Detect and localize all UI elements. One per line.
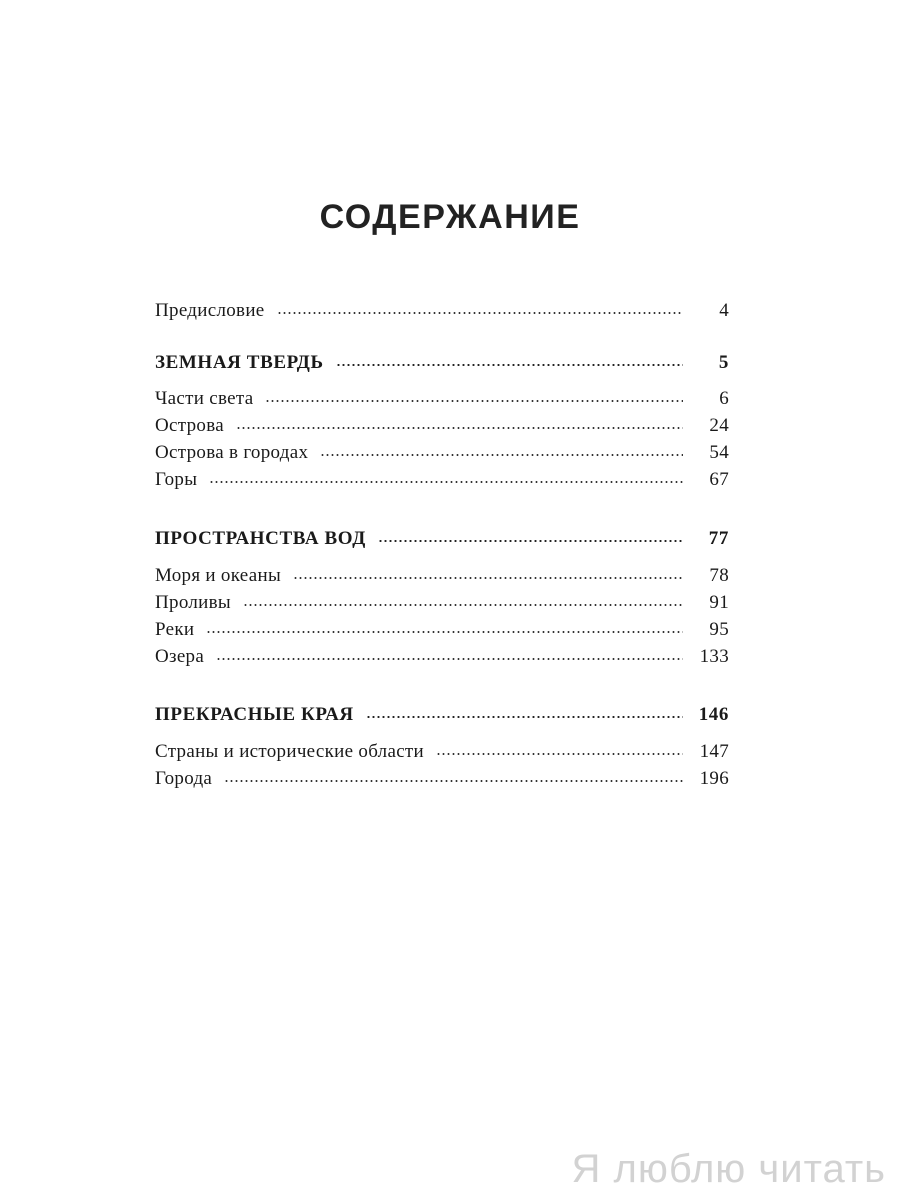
dot-leader bbox=[277, 312, 683, 314]
dot-leader bbox=[378, 540, 683, 542]
dot-leader bbox=[243, 604, 683, 606]
toc-entry-straits[interactable] bbox=[155, 590, 740, 616]
toc-section-label: ЗЕМНАЯ ТВЕРДЬ bbox=[155, 352, 324, 373]
toc-entry-page: 91 bbox=[709, 592, 729, 613]
toc-entry-label: Моря и океаны bbox=[155, 565, 282, 586]
toc-entry-preface[interactable] bbox=[155, 298, 740, 324]
toc-section-label: ПРЕКРАСНЫЕ КРАЯ bbox=[155, 704, 354, 725]
toc-entry-page: 196 bbox=[699, 768, 729, 789]
toc-section-lands[interactable] bbox=[155, 702, 740, 728]
toc-section-label: ПРОСТРАНСТВА ВОД bbox=[155, 528, 366, 549]
toc-entry-page: 54 bbox=[709, 442, 729, 463]
dot-leader bbox=[224, 780, 683, 782]
toc-entry-page: 147 bbox=[699, 741, 729, 762]
toc-section-page: 77 bbox=[708, 528, 729, 549]
watermark: Я люблю читать bbox=[571, 1147, 886, 1191]
dot-leader bbox=[236, 427, 683, 429]
dot-leader bbox=[366, 716, 683, 718]
dot-leader bbox=[320, 454, 683, 456]
toc-entry-seas-oceans[interactable] bbox=[155, 563, 740, 589]
toc-entry-rivers[interactable] bbox=[155, 617, 740, 643]
dot-leader bbox=[265, 400, 683, 402]
toc-entry-lakes[interactable] bbox=[155, 644, 740, 670]
toc-entry-label: Горы bbox=[155, 469, 198, 490]
toc-entry-countries-regions[interactable] bbox=[155, 739, 740, 765]
dot-leader bbox=[436, 753, 683, 755]
toc-section-page: 146 bbox=[698, 704, 729, 725]
toc-entry-page: 95 bbox=[709, 619, 729, 640]
toc-entry-label: Острова bbox=[155, 415, 224, 436]
toc-entry-label: Города bbox=[155, 768, 213, 789]
toc-section-page: 5 bbox=[718, 352, 729, 373]
toc-entry-label: Озера bbox=[155, 646, 205, 667]
toc-entry-page: 67 bbox=[709, 469, 729, 490]
dot-leader bbox=[216, 658, 683, 660]
toc-entry-page: 6 bbox=[719, 388, 729, 409]
toc-entry-page: 24 bbox=[709, 415, 729, 436]
toc-entry-label: Части света bbox=[155, 388, 254, 409]
page-title: СОДЕРЖАНИЕ bbox=[319, 198, 581, 236]
toc-entry-islands[interactable] bbox=[155, 413, 740, 439]
dot-leader bbox=[336, 364, 683, 366]
toc-entry-label: Страны и исторические области bbox=[155, 741, 425, 762]
toc-entry-cities[interactable] bbox=[155, 766, 740, 792]
toc-entry-page: 4 bbox=[719, 300, 729, 321]
toc-entry-label: Острова в городах bbox=[155, 442, 309, 463]
toc-section-waters[interactable] bbox=[155, 526, 740, 552]
dot-leader bbox=[209, 481, 683, 483]
toc-entry-continents[interactable] bbox=[155, 386, 740, 412]
dot-leader bbox=[293, 577, 683, 579]
toc-entry-page: 133 bbox=[699, 646, 729, 667]
toc-entry-page: 78 bbox=[709, 565, 729, 586]
toc-entry-label: Реки bbox=[155, 619, 195, 640]
toc-section-earth[interactable] bbox=[155, 350, 740, 376]
toc-entry-label: Проливы bbox=[155, 592, 231, 613]
toc-entry-mountains[interactable] bbox=[155, 467, 740, 493]
toc-entry-islands-in-cities[interactable] bbox=[155, 440, 740, 466]
dot-leader bbox=[206, 631, 683, 633]
toc-entry-label: Предисловие bbox=[155, 300, 265, 321]
